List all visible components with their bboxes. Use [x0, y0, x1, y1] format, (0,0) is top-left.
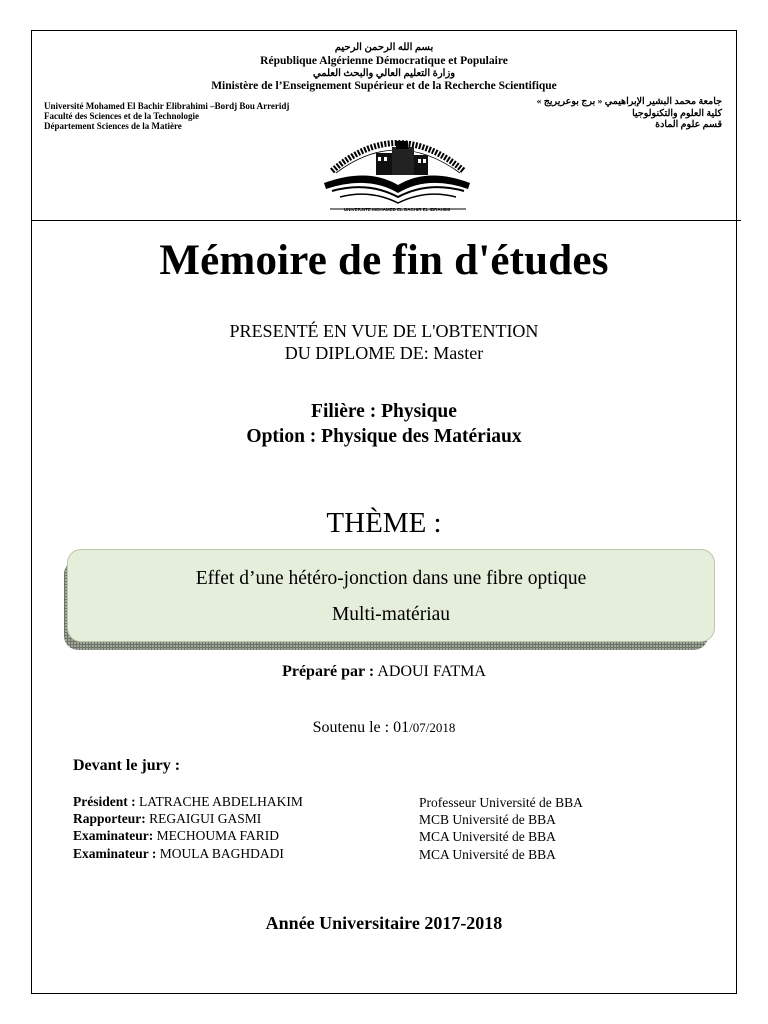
presentation-block [0, 320, 768, 364]
header-divider [31, 220, 741, 221]
jury-role: Examinateur : [73, 845, 157, 861]
ministry-arabic: وزارة التعليم العالي والبحث العلمي [312, 68, 456, 79]
defense-label: Soutenu le : [312, 719, 390, 736]
jury-position: MCA Université de BBA [419, 829, 556, 845]
jury-role: Examinateur: [73, 828, 154, 844]
theme-heading: THÈME : [326, 507, 442, 539]
ministry-french: Ministère de l’Enseignement Supérieur et de la Recherche Scientifique [211, 80, 557, 92]
jury-row [73, 845, 303, 862]
prepared-by [0, 663, 768, 681]
field-block [0, 399, 768, 449]
jury-name: MOULA BAGHDADI [159, 845, 284, 861]
presentation-line-2: DU DIPLOME DE: Master [284, 343, 484, 363]
theme-line-1: Effet d’une hétéro-jonction dans une fibre optique [195, 568, 587, 589]
jury-row [73, 793, 303, 810]
jury-row [73, 827, 303, 844]
university-name: Université Mohamed El Bachir Elibrahimi –Bordj Bou Arreridj [44, 101, 290, 111]
theme-line-2: Multi-matériau [331, 604, 451, 625]
jury-position: MCA Université de BBA [419, 846, 556, 862]
theme-text [67, 561, 715, 633]
jury-heading: Devant le jury : [73, 757, 181, 774]
prepared-label: Préparé par : [282, 663, 375, 680]
jury-position: MCB Université de BBA [419, 812, 556, 828]
document-title: Mémoire de fin d'études [159, 237, 609, 284]
defense-month-year: /07/2018 [409, 720, 456, 735]
logo-caption: UNIVERSITE MOHAMED EL BACHIR EL IBRAHIMI [343, 207, 451, 212]
jury-row [73, 810, 303, 827]
jury-members [73, 793, 303, 862]
academic-year: Année Universitaire 2017-2018 [265, 913, 503, 933]
institution-ar [537, 97, 722, 132]
faculty-name-ar: كلية العلوم والتكنولوجيا [632, 108, 722, 119]
jury-role: Rapporteur: [73, 811, 146, 827]
jury-name: LATRACHE ABDELHAKIM [138, 794, 303, 809]
republic-name: République Algérienne Démocratique et Populaire [260, 55, 508, 67]
institution-fr [44, 101, 289, 131]
jury-name: REGAIGUI GASMI [149, 811, 262, 827]
department-name-ar: قسم علوم المادة [655, 120, 722, 130]
author-name: ADOUI FATMA [377, 663, 486, 680]
jury-positions [419, 794, 583, 863]
option-line: Option : Physique des Matériaux [246, 426, 522, 447]
jury-position: Professeur Université de BBA [419, 795, 583, 810]
presentation-line-1: PRESENTÉ EN VUE DE L'OBTENTION [229, 321, 539, 341]
defense-date [0, 719, 768, 737]
filiere-line: Filière : Physique [311, 401, 457, 422]
basmala: بسم الله الرحمن الرحيم [334, 42, 434, 53]
department-name: Département Sciences de la Matière [44, 121, 182, 131]
defense-day: 01 [393, 719, 410, 736]
jury-name: MECHOUMA FARID [156, 828, 280, 844]
jury-role: Président : [73, 794, 136, 809]
faculty-name: Faculté des Sciences et de la Technologie [44, 111, 199, 121]
university-logo [318, 123, 476, 218]
university-name-ar: جامعة محمد البشير الإبراهيمي « برج بوعريريج » [536, 97, 722, 107]
